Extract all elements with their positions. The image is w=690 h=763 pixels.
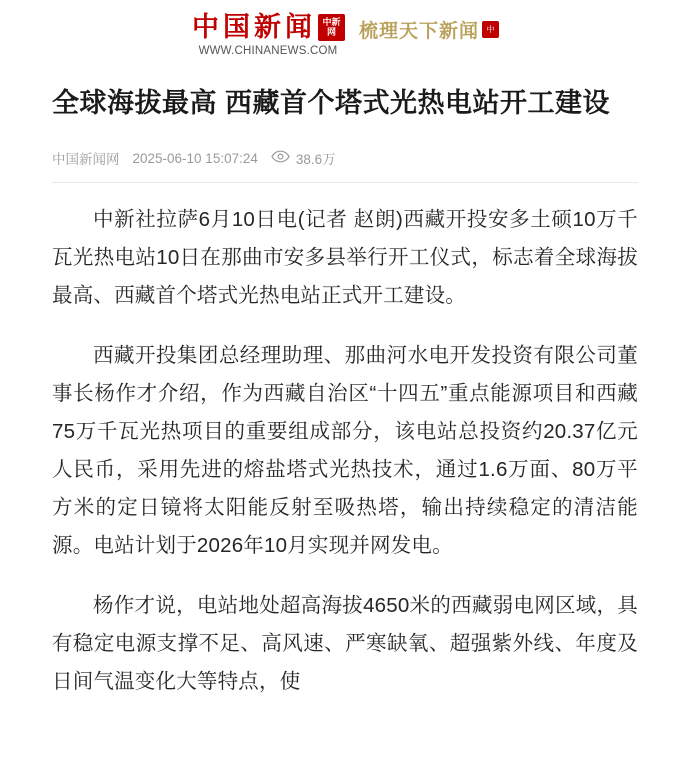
article-paragraph: 西藏开投集团总经理助理、那曲河水电开发投资有限公司董事长杨作才介绍，作为西藏自治区“十四五”重点能源项目和西藏75万千瓦光热项目的重要组成部分，该电站总投资约20.37亿元人民币，采用先进的熔盐塔式光热技术，通过1.6万面、80万平方米的定日镜将太阳能反射至吸热塔，输出持续稳定的清洁能源。电站计划于2026年10月实现并网发电。 bbox=[52, 344, 638, 557]
brand-block bbox=[191, 14, 499, 57]
page-title: 全球海拔最高 西藏首个塔式光热电站开工建设 bbox=[52, 88, 611, 118]
article-paragraph: 中新社拉萨6月10日电(记者 赵朗)西藏开投安多土硕10万千瓦光热电站10日在那曲市安多县举行开工仪式，标志着全球海拔最高、西藏首个塔式光热电站正式开工建设。 bbox=[52, 208, 638, 307]
logo-badge-icon bbox=[318, 14, 345, 41]
logo-char-3: 新 bbox=[253, 12, 281, 43]
site-url: WWW.CHINANEWS.COM bbox=[198, 45, 338, 57]
article-container bbox=[0, 67, 690, 701]
article-source: 中国新闻网 bbox=[52, 152, 120, 167]
logo-char-2: 国 bbox=[222, 12, 250, 43]
logo-char-1: 中 bbox=[191, 12, 219, 43]
article-body bbox=[52, 201, 638, 701]
article-datetime: 2025-06-10 15:07:24 bbox=[132, 150, 258, 166]
logo-characters bbox=[191, 14, 345, 41]
view-count bbox=[271, 148, 336, 168]
logo-char-4: 闻 bbox=[284, 12, 312, 43]
seal-icon: 中 bbox=[482, 21, 499, 38]
site-slogan bbox=[359, 16, 499, 43]
article-meta bbox=[52, 148, 638, 183]
logo-badge-line-1: 中新 bbox=[322, 17, 341, 28]
logo-badge-line-2: 网 bbox=[326, 27, 336, 38]
eye-icon bbox=[271, 150, 290, 166]
view-count-value: 38.6万 bbox=[295, 152, 336, 167]
site-masthead bbox=[0, 0, 690, 67]
site-logo[interactable] bbox=[191, 14, 345, 57]
slogan-text: 梳理天下新闻 bbox=[358, 20, 479, 42]
article-paragraph: 杨作才说，电站地处超高海拔4650米的西藏弱电网区域，具有稳定电源支撑不足、高风速、严寒缺氧、超强紫外线、年度及日间气温变化大等特点，使 bbox=[52, 594, 638, 693]
